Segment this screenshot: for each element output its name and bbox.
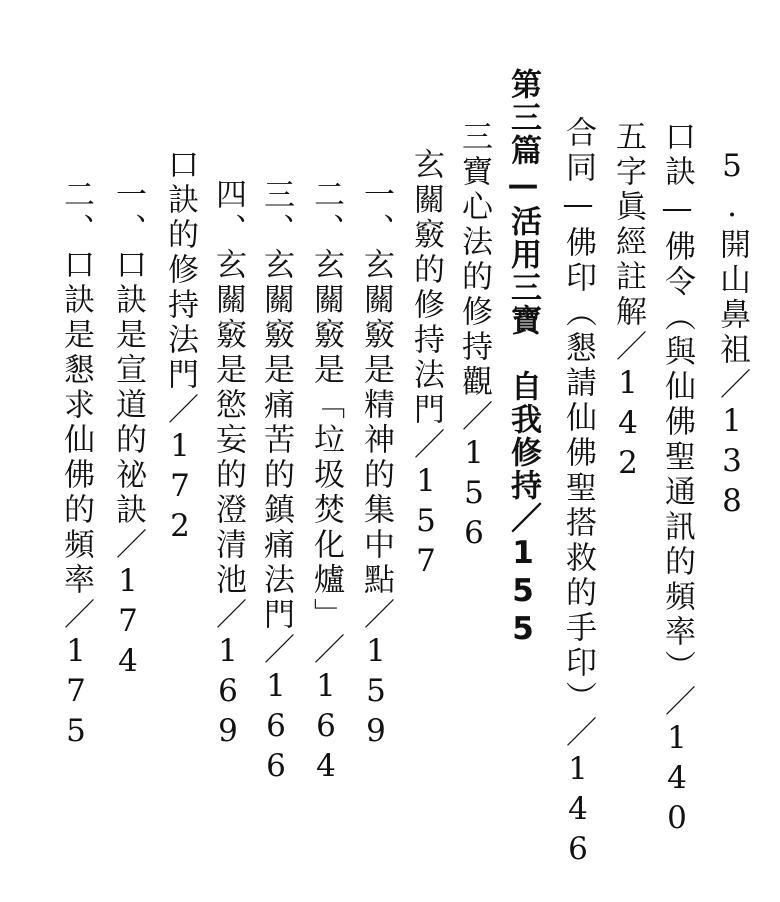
toc-entry: 四、玄關竅是慾妄的澄清池／169 xyxy=(210,178,246,753)
toc-entry: 一、玄關竅是精神的集中點／159 xyxy=(358,178,394,753)
toc-entry: 五字眞經註解／142 xyxy=(610,120,646,485)
section-heading: 第三篇—活用三寶 自我修持／155 xyxy=(505,68,541,649)
toc-entry: 三寶心法的修持觀／156 xyxy=(456,120,492,555)
toc-entry: 三、玄關竅是痛苦的鎮痛法門／166 xyxy=(258,178,294,788)
toc-entry: 二、玄關竅是「垃圾焚化爐」／164 xyxy=(308,178,344,788)
toc-entry: 合同—佛印（懇請仙佛聖搭救的手印）／146 xyxy=(560,116,596,871)
toc-entry: 一、口訣是宣道的祕訣／174 xyxy=(110,178,146,683)
toc-entry: 口訣的修持法門／172 xyxy=(162,148,198,548)
toc-entry: 二、口訣是懇求仙佛的頻率／175 xyxy=(58,178,94,753)
toc-entry: 5.開山鼻祖／138 xyxy=(714,148,750,523)
toc-entry: 玄關竅的修持法門／157 xyxy=(408,148,444,583)
toc-entry: 口訣—佛令（與仙佛聖通訊的頻率）／140 xyxy=(659,120,695,840)
